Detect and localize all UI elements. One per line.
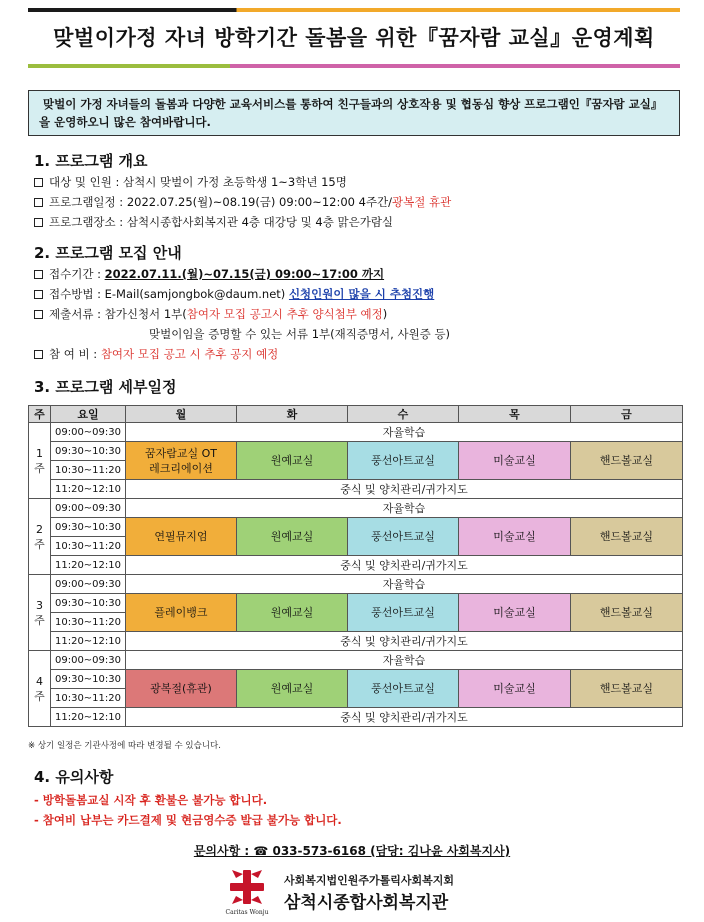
required-documents-line2: 맞벌이임을 증명할 수 있는 서류 1부(재직증명서, 사원증 등) <box>149 327 451 341</box>
checkbox-icon <box>34 290 43 299</box>
header-thu: 목 <box>459 406 571 423</box>
header-day: 요일 <box>51 406 126 423</box>
time-cell: 09:00~09:30 <box>51 499 126 518</box>
week-label: 4 주 <box>29 651 51 727</box>
header-fri: 금 <box>571 406 683 423</box>
checkbox-icon <box>34 270 43 279</box>
self-study-cell: 자율학습 <box>126 575 683 594</box>
friday-activity: 핸드볼교실 <box>571 518 683 556</box>
wednesday-activity: 풍선아트교실 <box>348 670 459 708</box>
table-row <box>29 708 683 727</box>
thursday-activity: 미술교실 <box>459 670 571 708</box>
schedule-table <box>28 405 683 727</box>
contact-info: 문의사항 : ☎ 033-573-6168 (담당: 김나윤 사회복지사) <box>193 844 511 858</box>
table-header-row <box>29 406 683 423</box>
section3-heading: 3. 프로그램 세부일정 <box>34 378 177 396</box>
time-cell: 09:30~10:30 <box>51 670 126 689</box>
friday-activity: 핸드볼교실 <box>571 442 683 480</box>
time-cell: 10:30~11:20 <box>51 537 126 556</box>
title-bottom-bar <box>28 64 680 68</box>
table-row <box>29 480 683 499</box>
table-row <box>29 423 683 442</box>
section1-item: 프로그램일정 : 2022.07.25(월)~08.19(금) 09:00~12:00 4주간/광복절 휴관 <box>34 194 451 210</box>
table-row <box>29 670 683 689</box>
wednesday-activity: 풍선아트교실 <box>348 594 459 632</box>
section4-heading: 4. 유의사항 <box>34 768 114 786</box>
tuesday-activity: 원예교실 <box>237 670 348 708</box>
time-cell: 10:30~11:20 <box>51 689 126 708</box>
thursday-activity: 미술교실 <box>459 594 571 632</box>
time-cell: 09:00~09:30 <box>51 423 126 442</box>
section2-heading: 2. 프로그램 모집 안내 <box>34 244 182 262</box>
org-name: 삼척시종합사회복지관 <box>284 893 449 913</box>
checkbox-icon <box>34 178 43 187</box>
header-wed: 수 <box>348 406 459 423</box>
monday-activity: 꿈자람교실 OT 레크리에이션 <box>126 442 237 480</box>
time-cell: 09:30~10:30 <box>51 442 126 461</box>
time-cell: 09:30~10:30 <box>51 518 126 537</box>
closing-cell: 중식 및 양치관리/귀가지도 <box>126 632 683 651</box>
required-documents: 제출서류 : 참가신청서 1부(참여자 모집 공고시 추후 양식첨부 예정) <box>34 306 387 322</box>
table-row <box>29 556 683 575</box>
caritas-logo <box>222 866 272 916</box>
thursday-activity: 미술교실 <box>459 518 571 556</box>
checkbox-icon <box>34 198 43 207</box>
self-study-cell: 자율학습 <box>126 499 683 518</box>
week-label: 3 주 <box>29 575 51 651</box>
table-row <box>29 632 683 651</box>
time-cell: 11:20~12:10 <box>51 708 126 727</box>
tuesday-activity: 원예교실 <box>237 442 348 480</box>
week-label: 1 주 <box>29 423 51 499</box>
application-method: 접수방법 : E-Mail(samjongbok@daum.net) 신청인원이 많을 시 추첨진행 <box>34 286 434 302</box>
table-row <box>29 594 683 613</box>
checkbox-icon <box>34 350 43 359</box>
section1-heading: 1. 프로그램 개요 <box>34 152 148 170</box>
monday-activity: 플레이뱅크 <box>126 594 237 632</box>
header-week: 주 <box>29 406 51 423</box>
friday-activity: 핸드볼교실 <box>571 670 683 708</box>
monday-activity: 광복절(휴관) <box>126 670 237 708</box>
section1-item: 대상 및 인원 : 삼척시 맞벌이 가정 초등학생 1~3학년 15명 <box>34 174 347 190</box>
table-row <box>29 575 683 594</box>
table-row <box>29 499 683 518</box>
intro-box: 맞벌이 가정 자녀들의 돌봄과 다양한 교육서비스를 통하여 친구들과의 상호작용 및 협동심 향상 프로그램인『꿈자람 교실』을 운영하오니 많은 참여바랍니다. <box>28 90 680 136</box>
thursday-activity: 미술교실 <box>459 442 571 480</box>
application-period: 접수기간 : 2022.07.11.(월)~07.15(금) 09:00~17:00 까지 <box>34 266 384 282</box>
title-block <box>28 8 680 68</box>
table-row <box>29 518 683 537</box>
closing-cell: 중식 및 양치관리/귀가지도 <box>126 480 683 499</box>
org-subtitle: 사회복지법인원주가톨릭사회복지회 <box>284 874 455 887</box>
time-cell: 11:20~12:10 <box>51 556 126 575</box>
logo-caption: Caritas Wonju <box>225 909 269 916</box>
header-tue: 화 <box>237 406 348 423</box>
time-cell: 09:00~09:30 <box>51 575 126 594</box>
time-cell: 10:30~11:20 <box>51 461 126 480</box>
friday-activity: 핸드볼교실 <box>571 594 683 632</box>
caution-item: - 방학돌봄교실 시작 후 환불은 불가능 합니다. <box>34 793 268 807</box>
footer <box>222 866 522 916</box>
wednesday-activity: 풍선아트교실 <box>348 518 459 556</box>
table-row <box>29 442 683 461</box>
closing-cell: 중식 및 양치관리/귀가지도 <box>126 556 683 575</box>
time-cell: 11:20~12:10 <box>51 480 126 499</box>
week-label: 2 주 <box>29 499 51 575</box>
section1-item: 프로그램장소 : 삼척시종합사회복지관 4층 대강당 및 4층 맑은가람실 <box>34 214 393 230</box>
time-cell: 09:00~09:30 <box>51 651 126 670</box>
time-cell: 09:30~10:30 <box>51 594 126 613</box>
self-study-cell: 자율학습 <box>126 423 683 442</box>
header-mon: 월 <box>126 406 237 423</box>
checkbox-icon <box>34 310 43 319</box>
page-title: 맞벌이가정 자녀 방학기간 돌봄을 위한『꿈자람 교실』운영계획 <box>53 26 655 50</box>
checkbox-icon <box>34 218 43 227</box>
wednesday-activity: 풍선아트교실 <box>348 442 459 480</box>
schedule-note: ※ 상기 일정은 기관사정에 따라 변경될 수 있습니다. <box>28 741 221 751</box>
tuesday-activity: 원예교실 <box>237 518 348 556</box>
monday-activity: 연필뮤지엄 <box>126 518 237 556</box>
closing-cell: 중식 및 양치관리/귀가지도 <box>126 708 683 727</box>
time-cell: 10:30~11:20 <box>51 613 126 632</box>
caution-item: - 참여비 납부는 카드결제 및 현금영수증 발급 불가능 합니다. <box>34 813 342 827</box>
self-study-cell: 자율학습 <box>126 651 683 670</box>
tuesday-activity: 원예교실 <box>237 594 348 632</box>
participation-fee: 참 여 비 : 참여자 모집 공고 시 추후 공지 예정 <box>34 346 278 362</box>
time-cell: 11:20~12:10 <box>51 632 126 651</box>
table-row <box>29 651 683 670</box>
